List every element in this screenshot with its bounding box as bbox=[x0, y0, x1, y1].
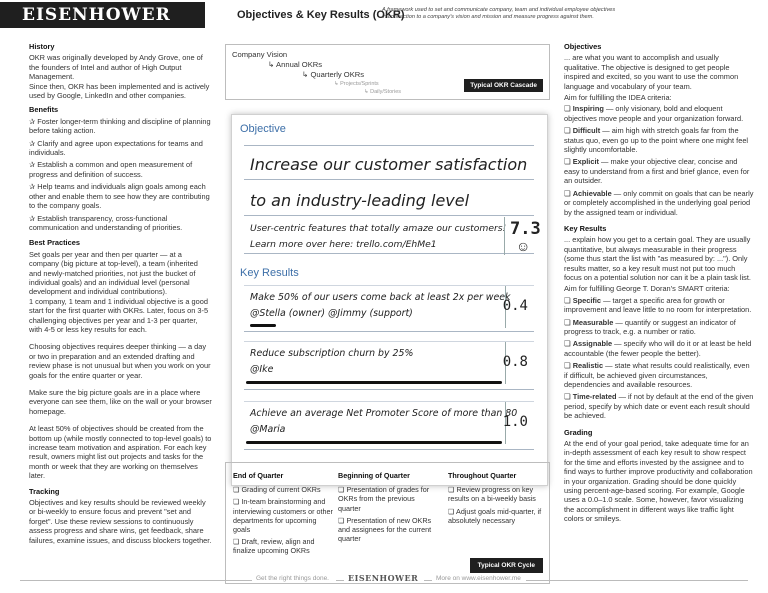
cycle-item: ❏ Review progress on key results on a bi-weekly basis bbox=[448, 485, 536, 504]
key-result-score: 0.4 bbox=[502, 298, 528, 314]
cycle-item: ❏ Grading of current OKRs bbox=[233, 485, 321, 495]
key-result-row bbox=[244, 401, 534, 444]
page-subtitle-line-2: in connection to a company's vision and mission and measure progress against them. bbox=[382, 14, 594, 20]
ruled-line bbox=[244, 253, 534, 254]
pen-underline bbox=[246, 381, 502, 384]
key-result-text: Make 50% of our users come back at least 2x per week bbox=[250, 292, 511, 303]
cycle-column-throughout bbox=[448, 471, 544, 528]
objective-score: 7.3 bbox=[510, 219, 541, 239]
key-results-heading: Key Results bbox=[240, 267, 299, 279]
pen-underline bbox=[250, 324, 276, 327]
criterion-name: Difficult bbox=[572, 126, 601, 136]
criterion-text: — make your objective clear, concise and easy to understand from a first and brief glance, even for an outsider. bbox=[564, 157, 750, 186]
key-result-text: Reduce subscription churn by 25% bbox=[250, 348, 414, 359]
cycle-item: ❏ In-team brainstorming and interviewing customers or other departments for upcoming goals bbox=[233, 497, 333, 535]
right-column bbox=[564, 42, 754, 529]
footer-link[interactable]: More on www.eisenhower.me bbox=[436, 575, 521, 582]
criterion-text: — aim high with stretch goals far from the status quo, even go up to the point where one might feel slightly uncomfortable. bbox=[564, 126, 749, 155]
footer-rule bbox=[424, 580, 432, 581]
key-result-score: 0.8 bbox=[502, 354, 528, 370]
cycle-column-end bbox=[233, 471, 333, 559]
objective-note-1: User-centric features that totally amaze our customers! bbox=[250, 223, 507, 234]
idea-criterion: ❏ Inspiring — only visionary, bold and eloquent objectives move people and your organization forward. bbox=[564, 104, 744, 123]
header bbox=[0, 0, 768, 30]
cycle-item: ❏ Presentation of new OKRs and assignees for the current quarter bbox=[338, 515, 432, 544]
criterion-text: — only visionary, bold and eloquent objectives move people and your organization forward. bbox=[564, 104, 744, 123]
footer-rule bbox=[526, 580, 748, 581]
cycle-column-beginning bbox=[338, 471, 438, 546]
brand-logo: EISENHOWER bbox=[0, 2, 205, 28]
footer-rule bbox=[336, 580, 344, 581]
benefit-item: ✰ Establish a common and open measurement of progress and definition of success. bbox=[29, 160, 193, 179]
history-text-2: Since then, OKR has been implemented and is actively used by Google, LinkedIn and other companies. bbox=[29, 81, 210, 101]
idea-criterion: ❏ Achievable — only commit on goals that can be nearly or completely accomplished in the underlying goal period by the assigned team or individual. bbox=[564, 188, 754, 217]
cycle-heading: End of Quarter bbox=[233, 471, 284, 480]
criterion-text: — if not by default at the end of the given period, specify by which date or event each result should be achieved. bbox=[564, 392, 754, 421]
criterion-name: Measurable bbox=[572, 317, 614, 327]
footer-logo: EISENHOWER bbox=[348, 573, 419, 583]
criterion-name: Assignable bbox=[572, 339, 613, 349]
criterion-name: Achievable bbox=[572, 188, 612, 198]
benefit-item: ✰ Clarify and agree upon expectations for teams and individuals. bbox=[29, 138, 203, 158]
ruled-line bbox=[244, 145, 534, 146]
key-result-owner: @Stella (owner) @Jimmy (support) bbox=[250, 308, 413, 319]
cycle-item: ❏ Adjust goals mid-quarter, if absolutely necessary bbox=[448, 506, 542, 525]
key-results-text: ... explain how you get to a certain goal. They are usually quantitative, but always measurable in their progress (some thus start the list with "as measured by: ..."). Only results matter, so a key result must not put too much focus on a potential solution nor can it be a plain task list. bbox=[564, 235, 751, 282]
key-result-owner: @Maria bbox=[250, 424, 286, 435]
objective-note-2: Learn more over here: trello.com/EhMe1 bbox=[250, 239, 437, 250]
objectives-heading: Objectives bbox=[564, 42, 602, 51]
best-practices-text: Choosing objectives requires deeper thinking — a day or two in preparation and an extended drafting and review phase is not unusual but when you work on your goals for the entire quarter or year. bbox=[29, 342, 211, 380]
key-result-row bbox=[244, 285, 534, 328]
smart-criterion: ❏ Realistic — state what results could realistically, even if difficult, be achieved given circumstances, dependencies and available resources. bbox=[564, 361, 750, 389]
cascade-level-2: ↳ Annual OKRs bbox=[268, 60, 323, 69]
ruled-line bbox=[244, 179, 534, 180]
footer bbox=[0, 572, 768, 588]
key-result-text: Achieve an average Net Promoter Score of more than 80 bbox=[250, 408, 518, 419]
best-practices-text: Set goals per year and then per quarter — at a company (big picture at top-level), a team (inherited and newly-matched priorities, not just the bucket of individual goals) and an individual level (personal development and individual contributions). bbox=[29, 249, 198, 297]
benefit-item: ✰ Help teams and individuals align goals among each other and enable them to see how they are contributing to the company goals. bbox=[29, 182, 210, 211]
footer-tagline: Get the right things done. bbox=[256, 575, 329, 582]
benefits-heading: Benefits bbox=[29, 105, 59, 115]
cascade-level-1: Company Vision bbox=[232, 50, 288, 59]
smart-intro: Aim for fulfilling George T. Doran's SMART criteria: bbox=[564, 284, 730, 294]
smart-criterion: ❏ Assignable — specify who will do it or at least be held accountable (the fewer people the better). bbox=[564, 339, 752, 358]
grading-heading: Grading bbox=[564, 427, 593, 437]
key-results-heading-right: Key Results bbox=[564, 223, 607, 233]
history-text: OKR was originally developed by Andy Grove, one of the founders of Intel and author of High Output Management. bbox=[29, 53, 203, 82]
page-title: Objectives & Key Results (OKR) bbox=[237, 9, 405, 21]
cascade-level-5: ↳ Daily/Stories bbox=[364, 89, 402, 95]
ruled-line bbox=[244, 389, 534, 390]
ruled-line bbox=[244, 215, 534, 216]
objective-line-2: to an industry-leading level bbox=[250, 191, 470, 210]
criterion-name: Inspiring bbox=[572, 104, 604, 114]
grading-text: At the end of your goal period, take adequate time for an in-depth assessment of each key result to show respect for the time and efforts invested by the assignee and to find ways to further improve productivity and collaboration in your organization. Grading should be done quickly using percent-age-based scoring. For example, Google uses a 0.0–1.0 scale. Some, however, favor visualizing the accomplishment in different ways like traffic light colors or smileys. bbox=[564, 439, 753, 524]
tracking-text: Objectives and key results should be reviewed weekly or bi-weekly to ensure focus and prevent "set and forget". Use these review sessions to continuously assess progress and share wins, get feedback, share failures, examine issues, and discuss blockers together. bbox=[29, 498, 212, 545]
criterion-text: — target a specific area for growth or improvement and leave little to no room for interpretation. bbox=[564, 295, 752, 315]
cycle-heading: Throughout Quarter bbox=[448, 471, 517, 480]
score-divider bbox=[504, 217, 505, 255]
page-subtitle bbox=[382, 7, 632, 21]
okr-cascade bbox=[225, 44, 550, 100]
history-heading: History bbox=[29, 42, 55, 51]
cascade-level-4: ↳ Projects/Sprints bbox=[334, 81, 379, 87]
okr-example-card bbox=[231, 114, 548, 486]
best-practices-text: 1 company, 1 team and 1 individual objective is a good start for the first quarter with OKRs. Later, focus on 3-5 challenging objectives per year and 1-3 per quarter, with 4-5 or less key results for each. bbox=[29, 296, 209, 334]
key-result-owner: @Ike bbox=[250, 364, 274, 375]
smart-criterion: ❏ Specific — target a specific area for growth or improvement and leave little to no room for interpretation. bbox=[564, 295, 752, 315]
cascade-badge: Typical OKR Cascade bbox=[464, 79, 543, 92]
benefit-item: ✰ Establish transparency, cross-functional communication and understanding of priorities. bbox=[29, 213, 183, 232]
criterion-name: Explicit bbox=[572, 157, 599, 167]
ruled-line bbox=[244, 331, 534, 332]
cycle-badge: Typical OKR Cycle bbox=[470, 558, 543, 573]
center-column bbox=[225, 42, 550, 582]
criterion-text: — quantify or suggest an indicator of progress to track, e.g. a number or ratio. bbox=[564, 317, 736, 336]
key-result-score: 1.0 bbox=[502, 414, 528, 430]
cascade-level-3: ↳ Quarterly OKRs bbox=[302, 70, 365, 79]
criterion-text: — only commit on goals that can be nearly or completely accomplished in the underlying goal period by the assigned team or individual. bbox=[564, 188, 754, 217]
smart-criterion: ❏ Time-related — if not by default at the end of the given period, specify by which date or event each result should be achieved. bbox=[564, 392, 754, 421]
objective-heading: Objective bbox=[240, 123, 286, 135]
criterion-text: — state what results could realistically, even if difficult, be achieved given circumstances, dependencies and available resources. bbox=[564, 361, 750, 389]
criterion-name: Specific bbox=[572, 295, 602, 305]
cycle-item: ❏ Draft, review, align and finalize upcoming OKRs bbox=[233, 537, 315, 556]
ruled-line bbox=[244, 449, 534, 450]
objectives-text: ... are what you want to accomplish and usually qualitative. The objective is designed to get people inspired and excited, so you want to use the common language and vocabulary of your team. bbox=[564, 53, 739, 91]
criterion-name: Realistic bbox=[572, 361, 604, 371]
criterion-name: Time-related bbox=[572, 392, 617, 402]
cycle-heading: Beginning of Quarter bbox=[338, 471, 410, 480]
pen-underline bbox=[246, 441, 502, 444]
idea-intro: Aim for fulfilling the IDEA criteria: bbox=[564, 93, 672, 103]
smiley-icon: ☺ bbox=[516, 238, 531, 254]
idea-criterion: ❏ Explicit — make your objective clear, concise and easy to understand from a first and brief glance, even for an outsider. bbox=[564, 157, 750, 186]
objective-line-1: Increase our customer satisfaction bbox=[250, 155, 528, 174]
best-practices-heading: Best Practices bbox=[29, 238, 80, 248]
benefit-item: ✰ Foster longer-term thinking and discipline of planning before taking action. bbox=[29, 116, 211, 136]
left-column bbox=[29, 42, 212, 550]
cycle-item: ❏ Presentation of grades for OKRs from the previous quarter bbox=[338, 485, 430, 513]
smart-criterion: ❏ Measurable — quantify or suggest an indicator of progress to track, e.g. a number or ratio. bbox=[564, 317, 736, 336]
idea-criterion: ❏ Difficult — aim high with stretch goals far from the status quo, even go up to the point where one might feel slightly uncomfortable. bbox=[564, 126, 749, 155]
key-result-row bbox=[244, 341, 534, 384]
best-practices-text: Make sure the big picture goals are in a place where everyone can see them, like on the wall or your browser homepage. bbox=[29, 388, 212, 416]
tracking-heading: Tracking bbox=[29, 486, 60, 496]
footer-rule bbox=[20, 580, 252, 581]
page-subtitle-line-1: A framework used to set and communicate company, team and individual employee objectives bbox=[382, 7, 616, 13]
best-practices-text: At least 50% of objectives should be created from the bottom up (while mostly connected to top-level goals) to increase team motivation and aspiration. For each key result, owners might list out projects and tasks for the month or week that they are working on themselves later. bbox=[29, 424, 212, 481]
okr-cycle bbox=[225, 462, 550, 584]
criterion-text: — specify who will do it or at least be held accountable (the fewer people the better). bbox=[564, 339, 752, 358]
